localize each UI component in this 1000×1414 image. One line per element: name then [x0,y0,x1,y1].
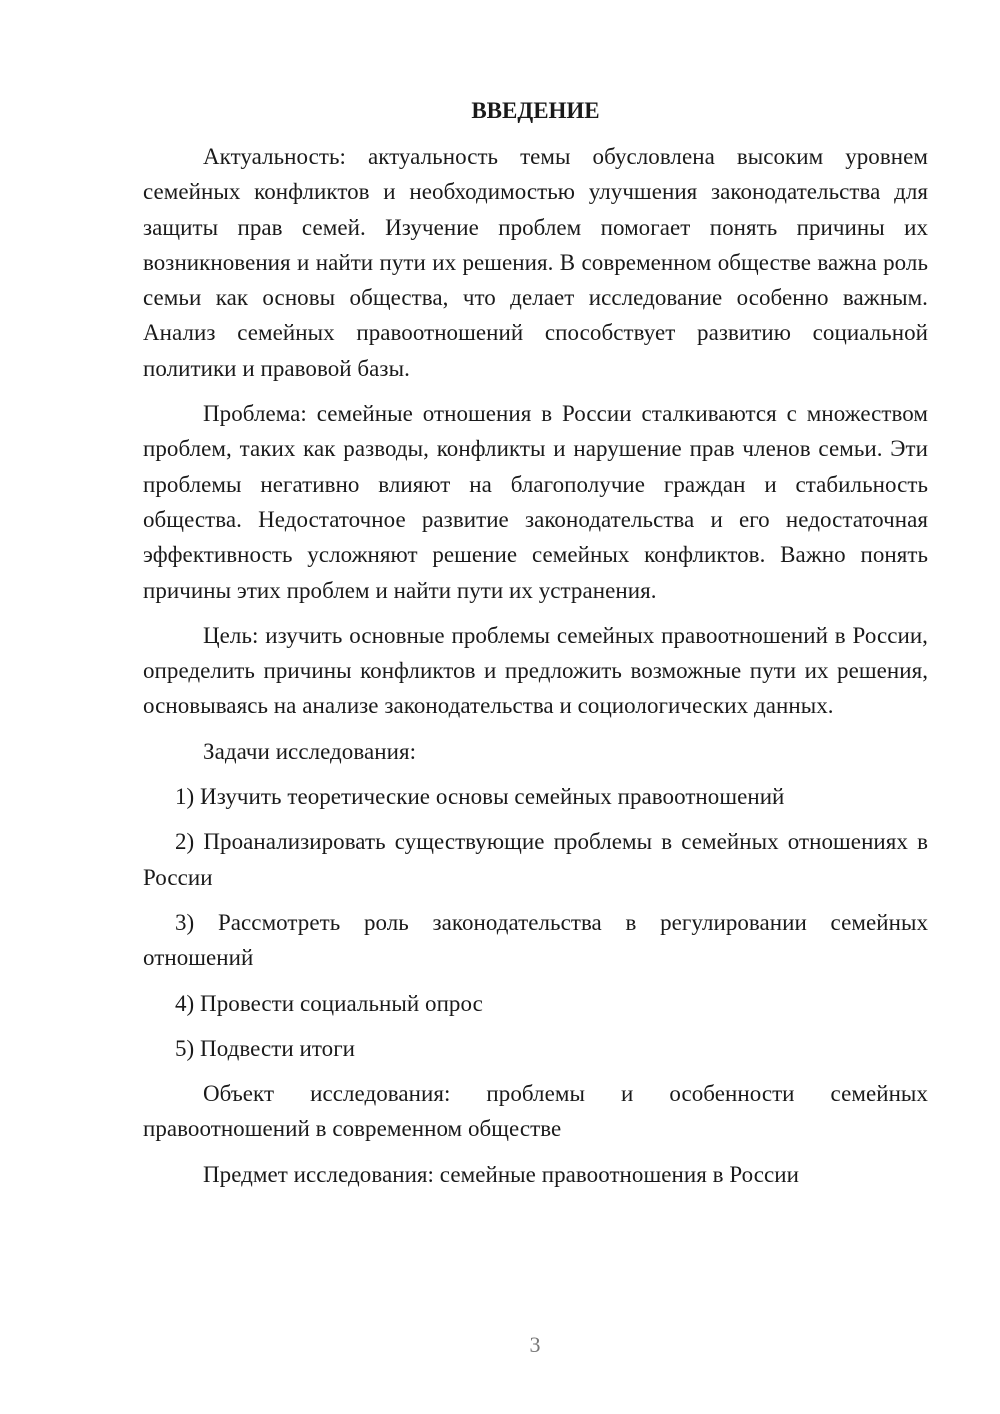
task-item-1: 1) Изучить теоретические основы семейных правоотношений [175,784,785,810]
paragraph-relevance: Актуальность: актуальность темы обусловлена высоким уровнем семейных конфликтов и необходимостью улучшения законодательства для защиты прав семей. Изучение проблем помогает понять причины их возникновения и найти пути их решения. В современном обществе важна роль семьи как основы общества, что делает исследование особенно важным. Анализ семейных правоотношений способствует развитию социальной политики и правовой базы. [143,144,928,381]
paragraph-problem: Проблема: семейные отношения в России сталкиваются с множеством проблем, таких как разводы, конфликты и нарушение прав членов семьи. Эти проблемы негативно влияют на благополучие граждан и стабильность общества. Недостаточное развитие законодательства и его недостаточная эффективность усложняют решение семейных конфликтов. Важно понять причины этих проблем и найти пути их устранения. [143,401,928,603]
task-item-3: 3) Рассмотреть роль законодательства в регулировании семейных отношений [143,909,928,971]
task-item-2: 2) Проанализировать существующие проблемы в семейных отношениях в России [143,829,928,890]
task-item-5: 5) Подвести итоги [175,1035,356,1061]
paragraph-tasks-heading: Задачи исследования: [203,738,417,764]
section-title: ВВЕДЕНИЕ [471,98,600,123]
paragraph-subject: Предмет исследования: семейные правоотношения в России [203,1161,799,1187]
paragraph-goal: Цель: изучить основные проблемы семейных правоотношений в России, определить причины конфликтов и предложить возможные пути их решения, основываясь на анализе законодательства и социологических данных. [143,622,928,719]
paragraph-object: Объект исследования: проблемы и особенности семейных правоотношений в современном обществе [143,1081,928,1142]
page-number: 3 [529,1332,541,1357]
page-content [143,95,928,1192]
task-item-4: 4) Провести социальный опрос [175,990,483,1016]
